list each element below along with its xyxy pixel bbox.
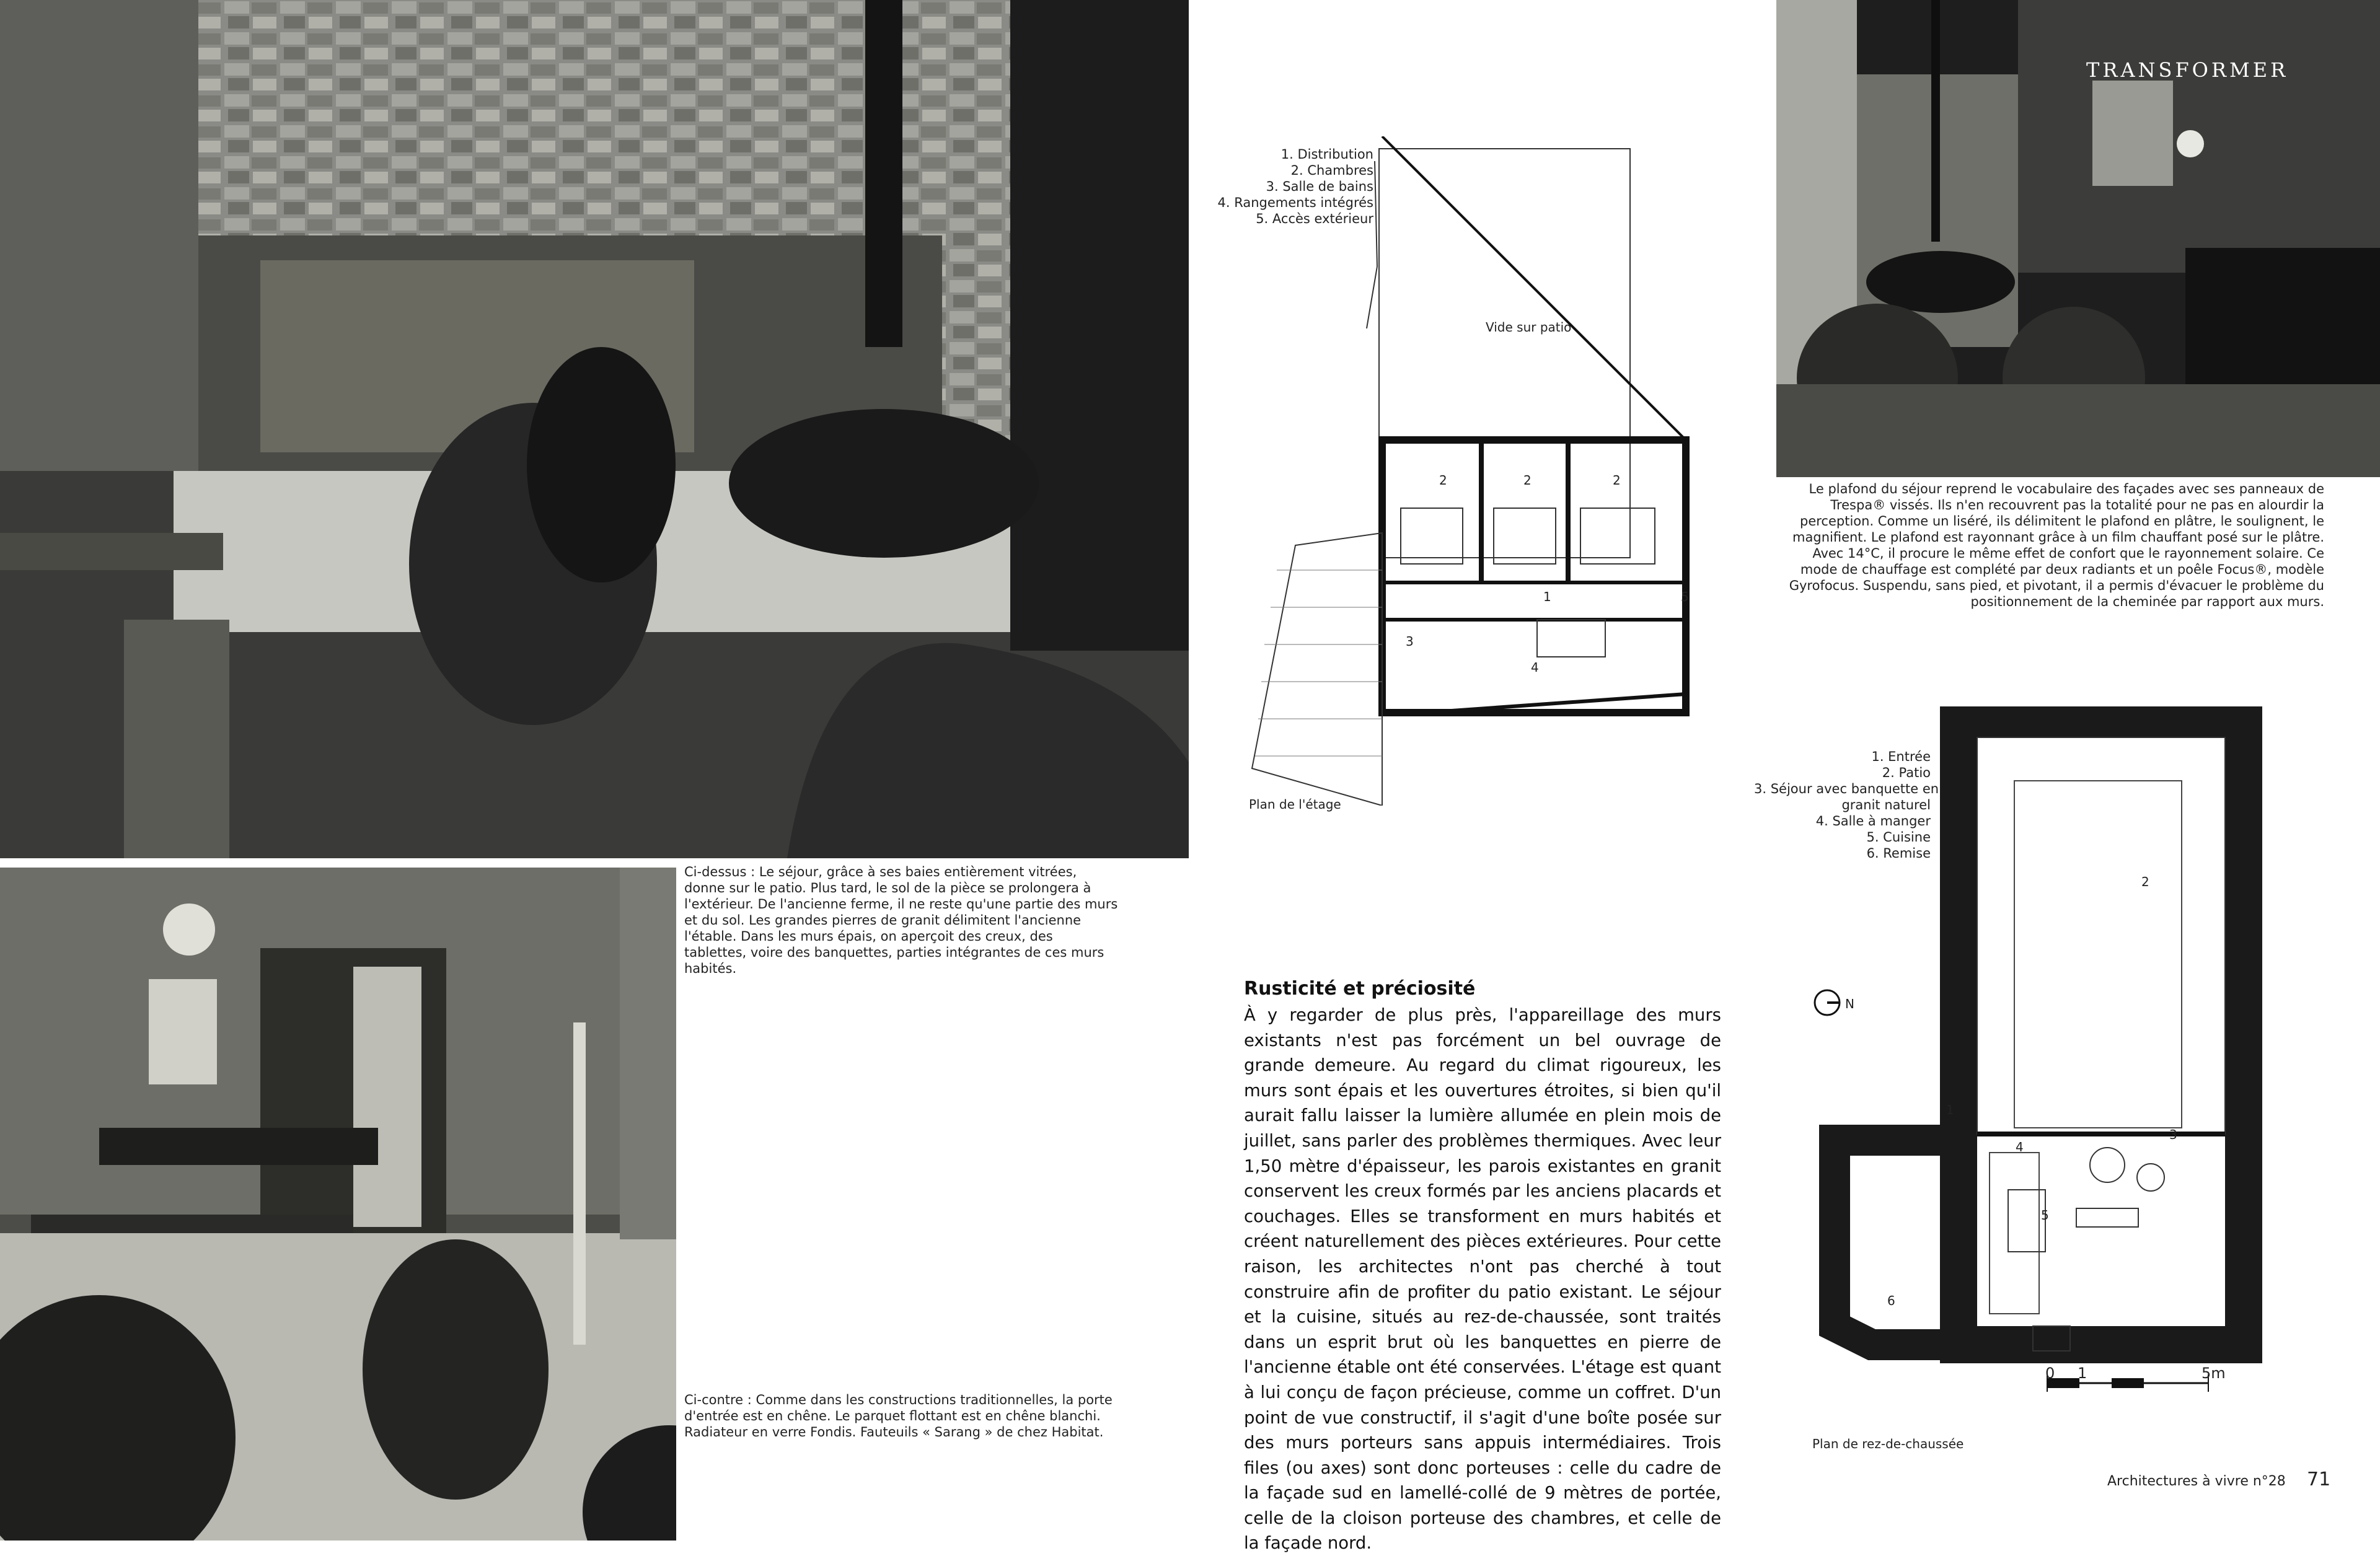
scale-label-5m: 5m [2202, 1365, 2226, 1382]
room-number-4: 4 [2016, 1140, 2024, 1154]
legend-item: 2. Patio [1882, 765, 1931, 780]
page-number: 71 [2307, 1469, 2331, 1490]
legend-item: 4. Rangements intégrés [1217, 195, 1373, 210]
room-number-2: 2 [2141, 874, 2149, 889]
photo-living-room-patio [0, 0, 1189, 858]
caption-fireplace-photo: Le plafond du séjour reprend le vocabulaire des façades avec ses panneaux de Trespa® vissés. Ils n'en recouvrent pas la totalité pour ne pas en alourdir la perception. Comme un liséré, ils délimitent le plafond en plâtre, le soulignent, le magnifient. Le plafond est rayonnant grâce à un film chauffant posé sur le plâtre. Avec 14°C, il procure le même effet de confort que le rayonnement solaire. Ce mode de chauffage est complété par deux radiants et un poêle Focus®, modèle Gyrofocus. Suspendu, sans pied, et pivotant, il a permis d'évacuer le problème du positionnement de la cheminée par rapport aux murs. [1789, 481, 2324, 609]
magazine-footer: Architectures à vivre n°28 [2107, 1474, 2286, 1489]
ground-floor-plan [1797, 706, 2268, 1438]
room-number-6: 6 [1887, 1293, 1895, 1308]
photo-living-room-fireplace [1776, 0, 2380, 477]
legend-item: 1. Distribution [1280, 147, 1373, 162]
void-over-patio-label: Vide sur patio [1486, 320, 1572, 335]
legend-item: 5. Cuisine [1866, 830, 1931, 845]
caption-patio-photo: Ci-dessus : Le séjour, grâce à ses baies entièrement vitrées, donne sur le patio. Plus tard, le sol de la pièce se prolongera à l'extérieur. De l'ancienne ferme, il ne reste qu'une partie des murs et du sol. Les grandes pierres de granit délimitent l'ancienne l'étable. Dans les murs épais, on aperçoit des creux, des tablettes, voire des banquettes, parties intégrantes de ces murs habités. [684, 864, 1118, 976]
room-number-2: 2 [1439, 473, 1447, 488]
scale-label-0: 0 [2045, 1365, 2055, 1382]
north-label: N [1845, 996, 1854, 1011]
room-number-1: 1 [1543, 589, 1551, 604]
ground-plan-title: Plan de rez-de-chaussée [1812, 1436, 1964, 1451]
section-title: TRANSFORMER [2086, 58, 2289, 82]
room-number-1: 1 [1946, 1102, 1954, 1117]
scale-label-1: 1 [2078, 1365, 2087, 1382]
room-number-2: 2 [1613, 473, 1621, 488]
legend-item: 3. Salle de bains [1266, 179, 1373, 194]
room-number-3: 3 [2169, 1127, 2177, 1142]
room-number-3: 3 [1406, 634, 1414, 649]
legend-item: 6. Remise [1866, 846, 1931, 861]
legend-item: 3. Séjour avec banquette en [1754, 781, 1939, 796]
legend-item: 5. Accès extérieur [1256, 211, 1373, 226]
room-number-5: 5 [1681, 589, 1689, 604]
article-body: À y regarder de plus près, l'appareillage des murs existants n'est pas forcément un bel ouvrage de grande demeure. Au regard du climat rigoureux, les murs sont épais et les ouvertures étroites, si bien qu'il aurait fallu laisser la lumière allumée en plein mois de juillet, sans parler des problèmes thermiques. Avec leur 1,50 mètre d'épaisseur, les parois existantes en granit conservent les creux formés par les anciens placards et couchages. Elles se transforment en murs habités et créent naturellement des pièces extérieures. Pour cette raison, les architectes n'ont pas cherché à tout construire afin de profiter du patio existant. Le séjour et la cuisine, situés au rez-de-chaussée, sont traités dans un esprit brut où les banquettes en pierre de l'ancienne étable ont été conservées. L'étage est quant à lui conçu de façon précieuse, comme un coffret. D'un point de vue constructif, il s'agit d'une boîte posée sur des murs porteurs sans appuis intermédiaires. Trois files (ou axes) sont donc porteuses : celle du cadre de la façade sud en lamellé-collé de 9 mètres de portée, celle de la cloison porteuse des chambres, et celle de la façade nord. [1244, 1005, 1721, 1554]
photo-entrance-door [0, 868, 676, 1541]
upper-floor-plan [1240, 136, 1735, 806]
legend-item: 1. Entrée [1871, 749, 1931, 764]
article-heading: Rusticité et préciosité [1244, 978, 1476, 1000]
upper-plan-title: Plan de l'étage [1249, 797, 1341, 812]
room-number-2: 2 [1523, 473, 1532, 488]
room-number-4: 4 [1531, 660, 1539, 675]
caption-entrance-photo: Ci-contre : Comme dans les constructions traditionnelles, la porte d'entrée est en chêne. Le parquet flottant est en chêne blanchi. Radiateur en verre Fondis. Fauteuils « Sarang » de chez Habitat. [684, 1392, 1113, 1440]
legend-item: 2. Chambres [1290, 163, 1373, 178]
legend-item: 4. Salle à manger [1815, 814, 1931, 829]
room-number-5: 5 [2041, 1208, 2049, 1223]
legend-item: granit naturel [1841, 798, 1931, 812]
